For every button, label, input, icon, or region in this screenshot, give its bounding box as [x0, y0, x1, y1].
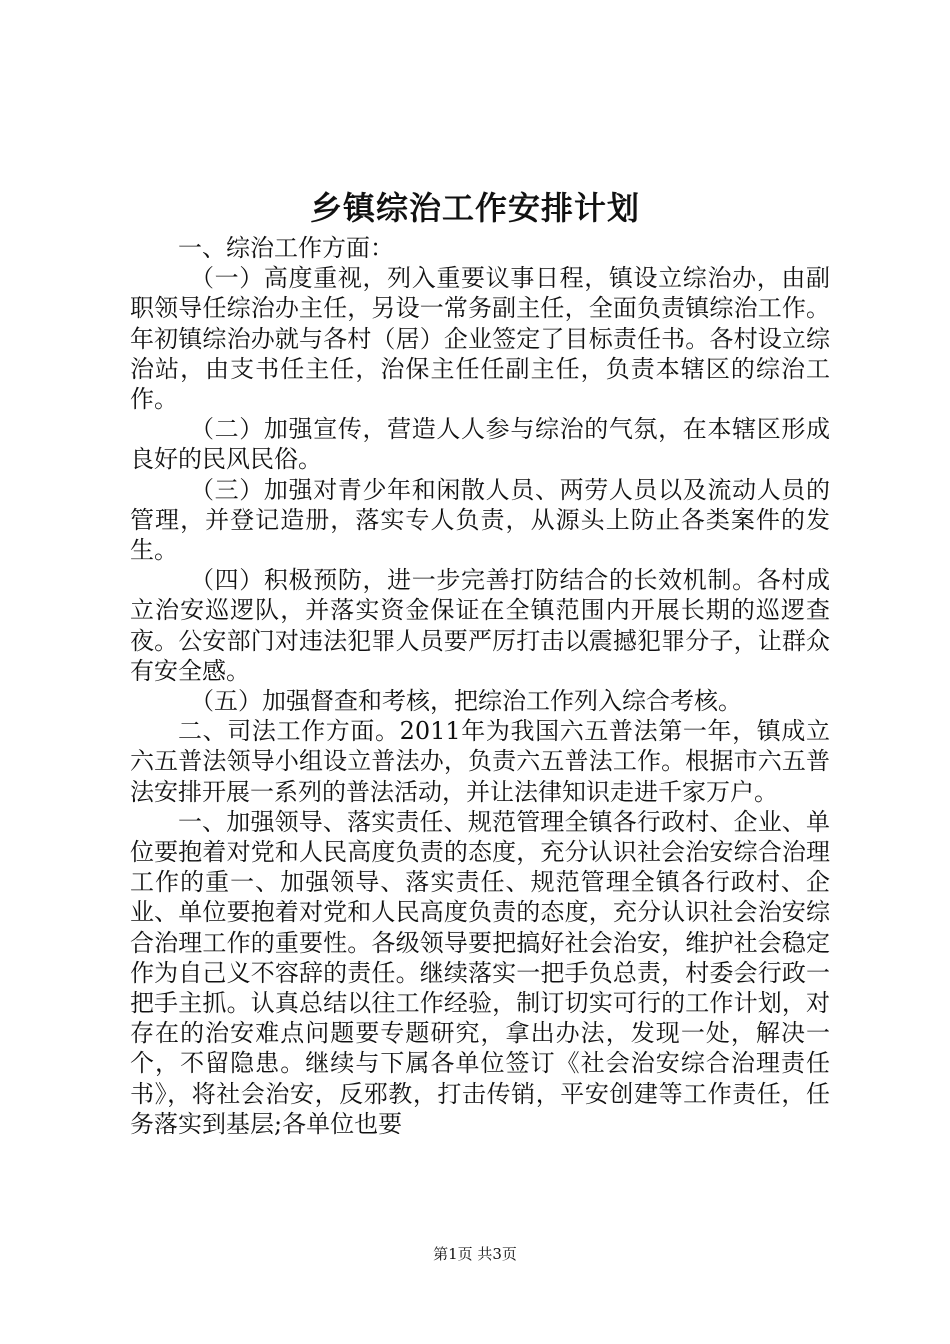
page-footer: 第1页 共3页 — [433, 1245, 517, 1263]
paragraph-leadership: 一、加强领导、落实责任、规范管理全镇各行政村、企业、单位要抱着对党和人民高度负责的态度，充分认识社会治安综合治理工作的重一、加强领导、落实责任、规范管理全镇各行政村、企业、单位要抱着对党和人民高度负责的态度，充分认识社会治安综合治理工作的重要性。各级领导要把搞好社会治安，维护社会稳定作为自己义不容辞的责任。继续落实一把手负总责，村委会行政一把手主抓。认真总结以往工作经验，制订切实可行的工作计划，对存在的治安难点问题要专题研究，拿出办法，发现一处，解决一个，不留隐患。继续与下属各单位签订《社会治安综合治理责任书》，将社会治安，反邪教，打击传销，平安创建等工作责任，任务落实到基层;各单位也要 — [130, 807, 830, 1138]
section-heading-1: 一、综治工作方面： — [178, 234, 394, 262]
paragraph-item-2: （二）加强宣传，营造人人参与综治的气氛，在本辖区形成良好的民风民俗。 — [130, 415, 830, 474]
paragraph-item-4: （四）积极预防，进一步完善打防结合的长效机制。各村成立治安巡逻队，并落实资金保证在全镇范围内开展长期的巡逻查夜。公安部门对违法犯罪人员要严厉打击以震撼犯罪分子，让群众有安全感。 — [130, 566, 830, 685]
paragraph-item-3: （三）加强对青少年和闲散人员、两劳人员以及流动人员的管理，并登记造册，落实专人负责，从源头上防止各类案件的发生。 — [130, 475, 830, 565]
section-heading-2: 二、司法工作方面。2011年为我国六五普法第一年，镇成立六五普法领导小组设立普法办，负责六五普法工作。根据市六五普法安排开展一系列的普法活动，并让法律知识走进千家万户。 — [130, 717, 830, 806]
paragraph-item-1: （一）高度重视，列入重要议事日程，镇设立综治办，由副职领导任综治办主任，另设一常务副主任，全面负责镇综治工作。年初镇综治办就与各村（居）企业签定了目标责任书。各村设立综治站，由支书任主任，治保主任任副主任，负责本辖区的综治工作。 — [130, 264, 830, 414]
document-body — [130, 233, 830, 1139]
paragraph-item-5: （五）加强督查和考核，把综治工作列入综合考核。 — [190, 687, 742, 716]
document-title: 乡镇综治工作安排计划 — [309, 189, 640, 227]
